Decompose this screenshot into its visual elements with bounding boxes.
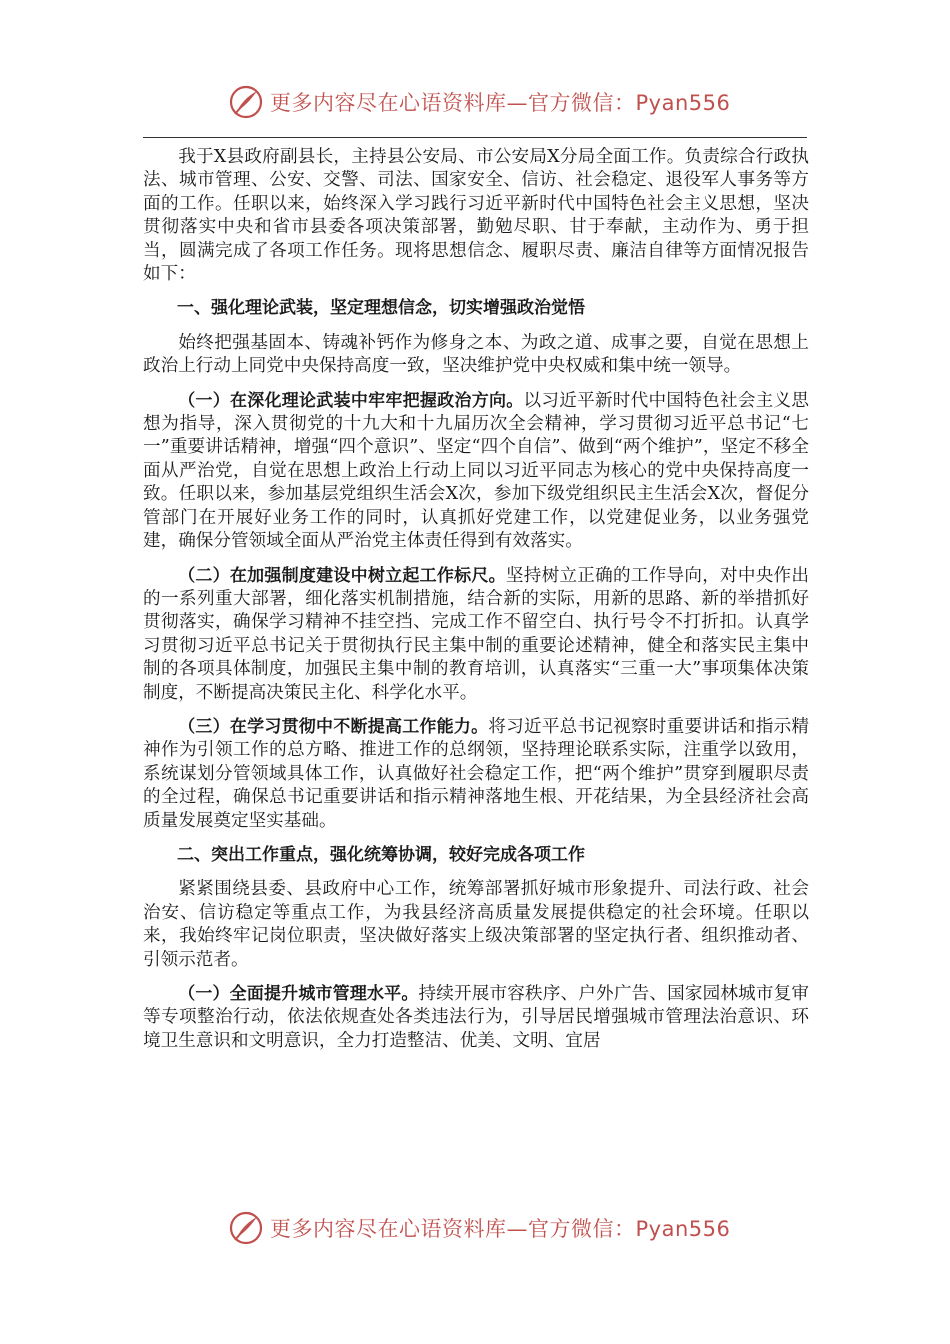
item-title: （一）全面提升城市管理水平。: [178, 984, 419, 1004]
item-text: 持续开展市容秩序、户外广告、国家园林城市复审等专项整治行动，依法依规查处各类违法行为，引导居民增强城市管理法治意识、环境卫生意识和文明意识，全力打造整洁、优美、文明、宜居: [143, 984, 809, 1051]
section-2-lead: 紧紧围绕县委、县政府中心工作，统筹部署抓好城市形象提升、司法行政、社会治安、信访稳定等重点工作，为我县经济高质量发展提供稳定的社会环境。任职以来，我始终牢记岗位职责，坚决做好落实上级决策部署的坚定执行者、组织推动者、引领示范者。: [143, 879, 809, 970]
item-text: 以习近平新时代中国特色社会主义思想为指导，深入贯彻党的十九大和十九届历次全会精神，学习贯彻习近平总书记“七一”重要讲话精神，增强“四个意识”、坚定“四个自信”、做到“两个维护”，坚定不移全面从严治党，自觉在思想上政治上行动上同以习近平同志为核心的党中央保持高度一致。任职以来，参加基层党组织生活会X次，参加下级党组织民主生活会X次，督促分管部门在开展好业务工作的同时，认真抓好党建工作，以党建促业务，以业务强党建，确保分管领域全面从严治党主体责任得到有效落实。: [143, 390, 809, 552]
section-1-heading: 一、强化理论武装，坚定理想信念，切实增强政治觉悟: [177, 298, 585, 319]
document-body: [143, 146, 809, 1053]
item-title: （三）在学习贯彻中不断提高工作能力。: [178, 716, 489, 737]
banner-text: 更多内容尽在心语资料库—官方微信：Pyan556: [270, 1217, 731, 1241]
item-title: （一）在深化理论武装中牢牢把握政治方向。: [178, 390, 524, 411]
header-divider: [143, 137, 807, 138]
intro-paragraph: 我于X县政府副县长，主持县公安局、市公安局X分局全面工作。负责综合行政执法、城市管理、公安、交警、司法、国家安全、信访、社会稳定、退役军人事务等方面的工作。任职以来，始终深入学习践行习近平新时代中国特色社会主义思想，坚决贯彻落实中央和省市县委各项决策部署，勤勉尽职、甘于奉献，主动作为、勇于担当，圆满完成了各项工作任务。现将思想信念、履职尽责、廉洁自律等方面情况报告如下：: [143, 147, 809, 285]
item-text: 坚持树立正确的工作导向，对中央作出的一系列重大部署，细化落实机制措施，结合新的实际，用新的思路、新的举措抓好贯彻落实，确保学习精神不挂空挡、完成工作不留空白、执行号令不打折扣。认真学习贯彻习近平总书记关于贯彻执行民主集中制的重要论述精神，健全和落实民主集中制的各项具体制度，加强民主集中制的教育培训，认真落实“三重一大”事项集体决策制度，不断提高决策民主化、科学化水平。: [143, 565, 809, 703]
section-1-item-3: [143, 716, 809, 833]
section-1-item-1: [143, 390, 809, 554]
banner-text: 更多内容尽在心语资料库—官方微信：Pyan556: [270, 91, 731, 115]
item-text: 将习近平总书记视察时重要讲话和指示精神作为引领工作的总方略、推进工作的总纲领，坚持理论联系实际，注重学以致用，系统谋划分管领域具体工作，认真做好社会稳定工作，把“两个维护”贯穿到履职尽责的全过程，确保总书记重要讲话和指示精神落地生根、开花结果，为全县经济社会高质量发展奠定坚实基础。: [143, 716, 809, 831]
item-title: （二）在加强制度建设中树立起工作标尺。: [178, 565, 506, 586]
quill-logo-icon: [228, 84, 264, 120]
quill-logo-icon: [228, 1210, 264, 1246]
section-2-item-1: [143, 983, 809, 1053]
footer-banner: [0, 1208, 950, 1248]
header-banner: [0, 82, 950, 122]
section-2-heading: 二、突出工作重点，强化统筹协调，较好完成各项工作: [177, 844, 585, 865]
section-1-item-2: [143, 565, 809, 705]
section-1-lead: 始终把强基固本、铸魂补钙作为修身之本、为政之道、成事之要，自觉在思想上政治上行动上同党中央保持高度一致，坚决维护党中央权威和集中统一领导。: [143, 332, 809, 377]
